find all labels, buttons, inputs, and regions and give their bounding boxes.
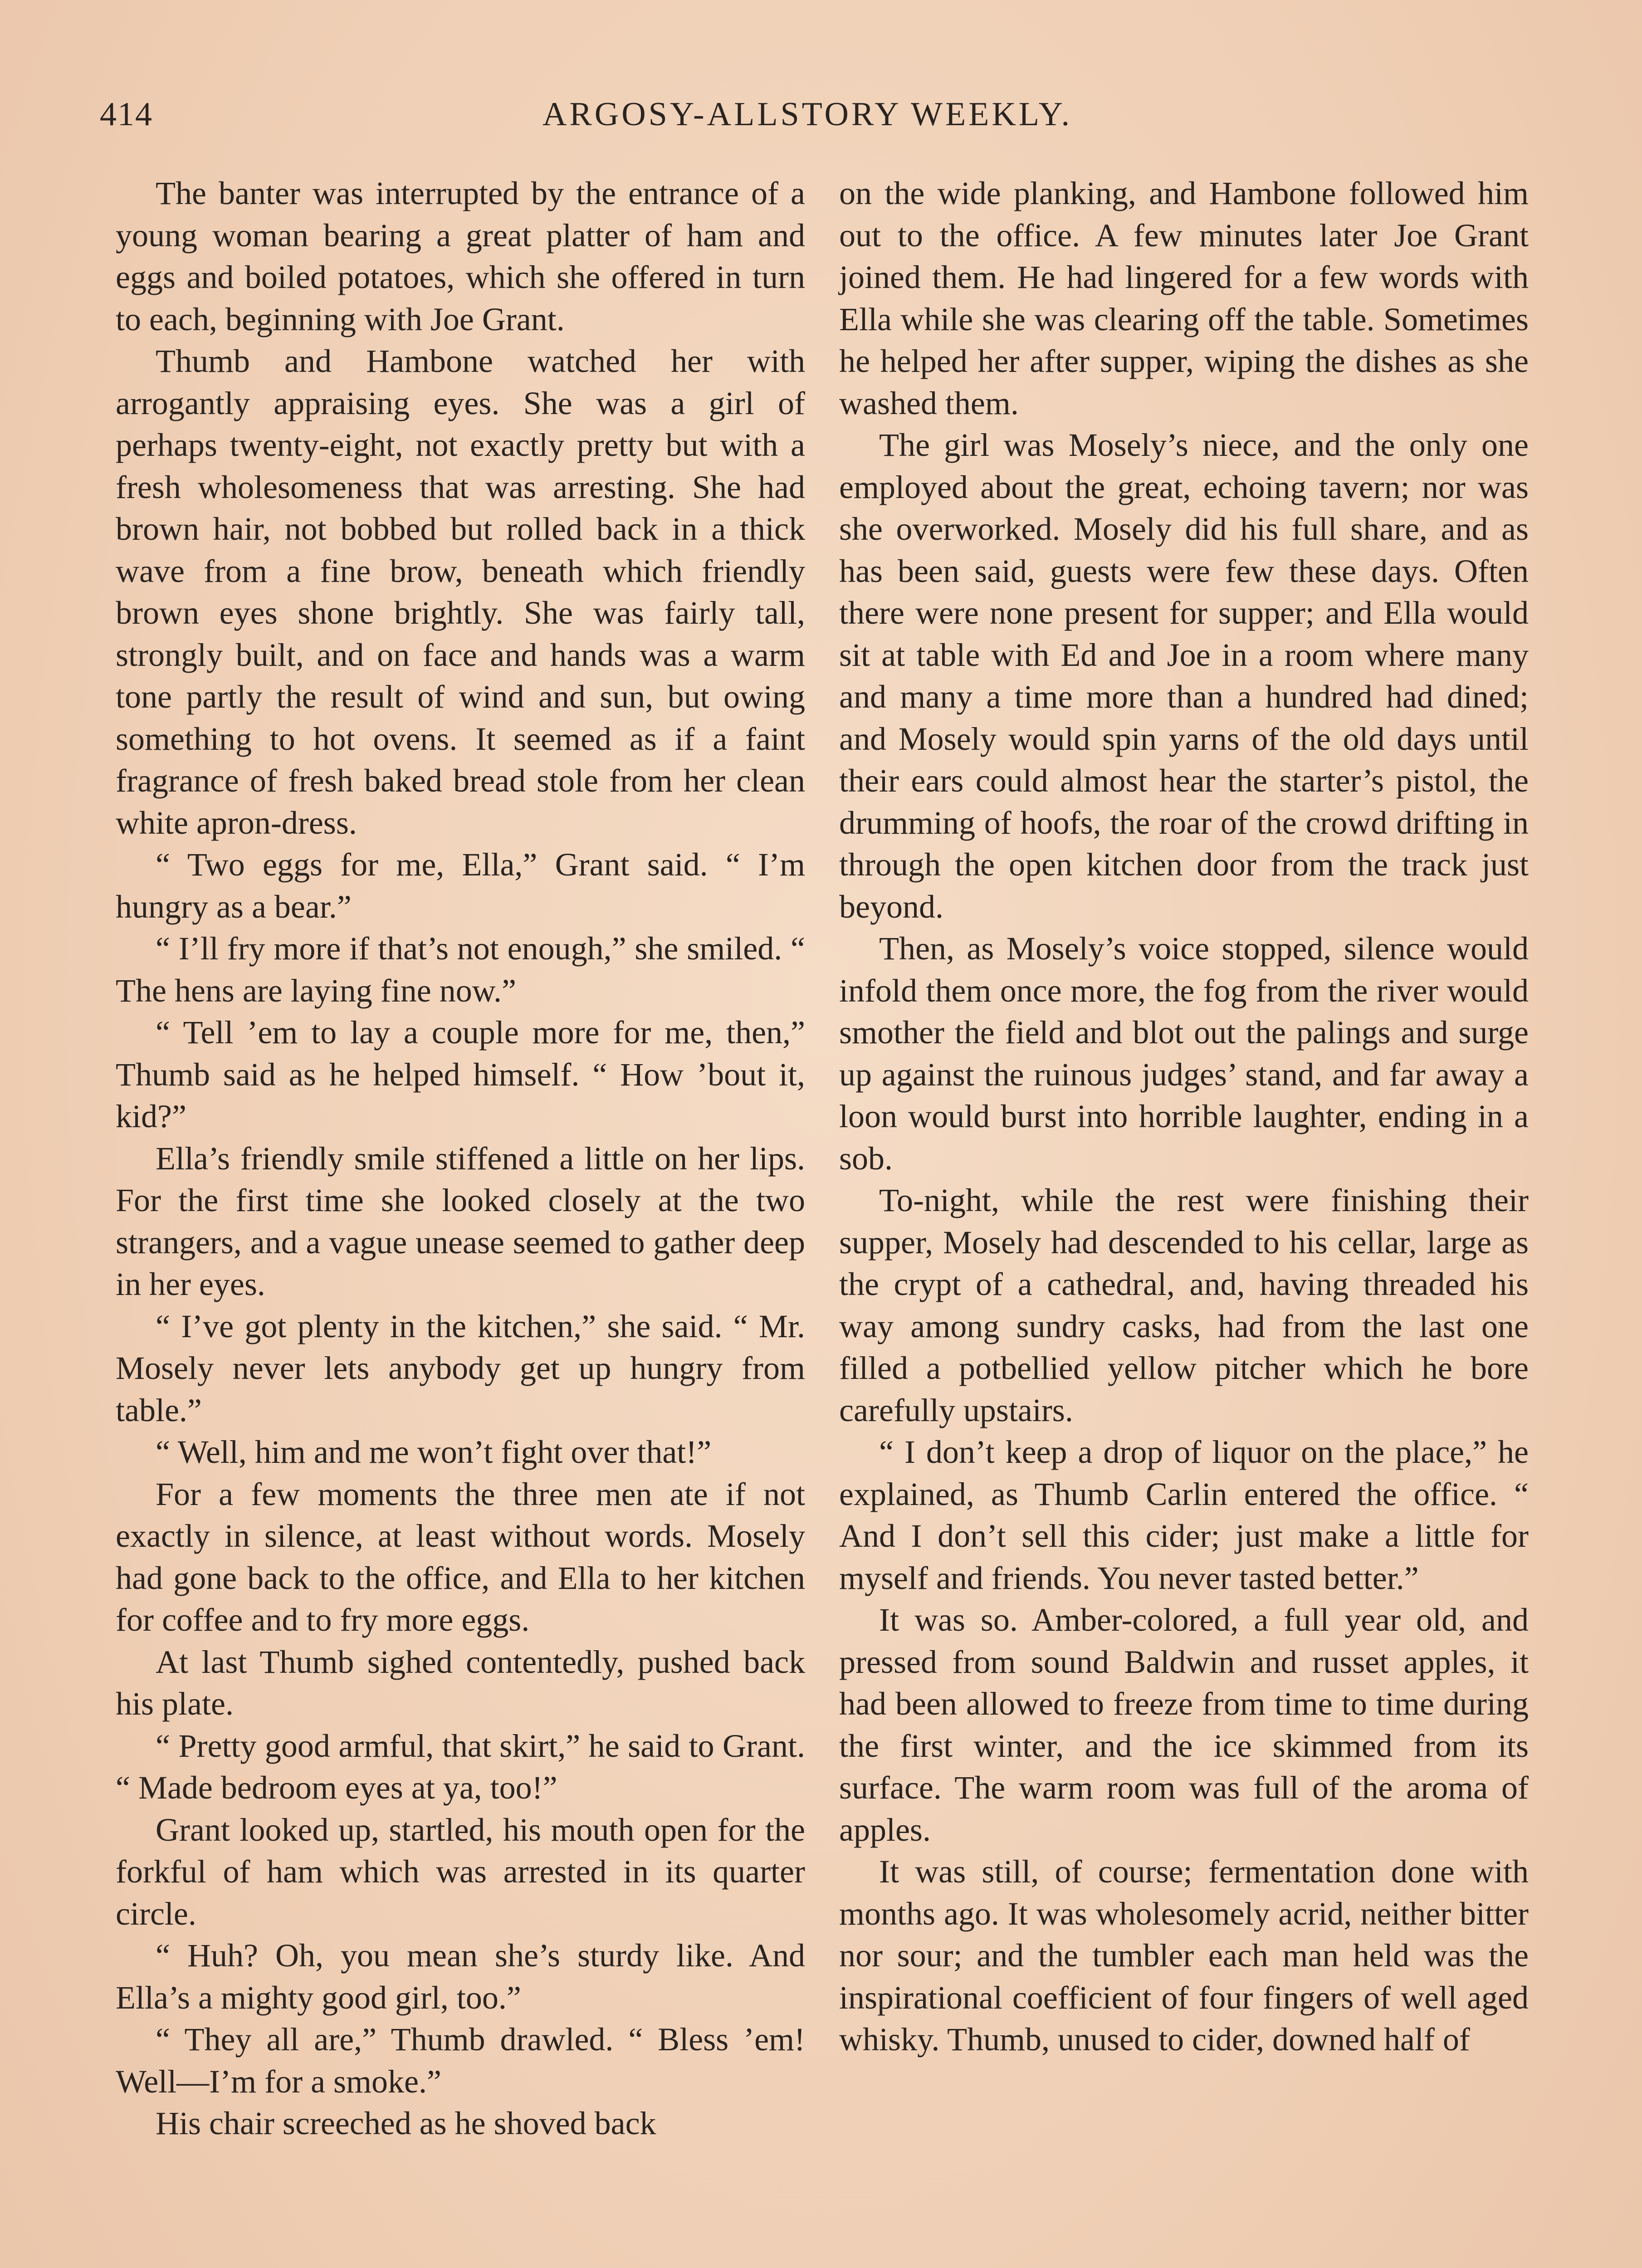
paragraph: “ I’ve got plenty in the kitchen,” she said. “ Mr. Mosely never lets anybody get up hungry from table.” <box>116 1308 805 1428</box>
paragraph: “ Well, him and me won’t fight over that!” <box>156 1434 712 1470</box>
page-number: 414 <box>100 96 153 133</box>
right-column <box>839 172 1529 2061</box>
paragraph: “ I don’t keep a drop of liquor on the place,” he explained, as Thumb Carlin entered the office. “ And I don’t sell this cider; just make a little for myself and friends. You never tasted better.” <box>839 1434 1529 1596</box>
paragraph: Thumb and Hambone watched her with arrogantly appraising eyes. She was a girl of perhaps twenty-eight, not exactly pretty but with a fresh wholesomeness that was arresting. She had brown hair, not bobbed but rolled back in a thick wave from a fine brow, beneath which friendly brown eyes shone brightly. She was fairly tall, strongly built, and on face and hands was a warm tone partly the result of wind and sun, but owing something to hot ovens. It seemed as if a faint fragrance of fresh baked bread stole from her clean white apron-dress. <box>116 343 805 841</box>
paragraph: “ Pretty good armful, that skirt,” he said to Grant. “ Made bedroom eyes at ya, too!” <box>116 1727 805 1806</box>
page-header <box>100 95 1515 145</box>
paragraph: “ Two eggs for me, Ella,” Grant said. “ I’m hungry as a bear.” <box>116 846 805 925</box>
paragraph: To-night, while the rest were finishing their supper, Mosely had descended to his cellar, large as the crypt of a cathedral, and, having threaded his way among sundry casks, had from the last one filled a potbellied yellow pitcher which he bore carefully upstairs. <box>839 1182 1529 1428</box>
left-column <box>116 172 805 2145</box>
paragraph: “ Huh? Oh, you mean she’s sturdy like. And Ella’s a mighty good girl, too.” <box>116 1937 805 2016</box>
paragraph: “ I’ll fry more if that’s not enough,” she smiled. “ The hens are laying fine now.” <box>116 930 805 1009</box>
paragraph: At last Thumb sighed contentedly, pushed back his plate. <box>116 1643 805 1722</box>
paragraph: “ Tell ’em to lay a couple more for me, then,” Thumb said as he helped himself. “ How ’bout it, kid?” <box>116 1014 805 1134</box>
paragraph: “ They all are,” Thumb drawled. “ Bless ’em! Well—I’m for a smoke.” <box>116 2021 805 2100</box>
paragraph: Ella’s friendly smile stiffened a little on her lips. For the first time she looked closely at the two strangers, and a vague unease seemed to gather deep in her eyes. <box>116 1140 805 1302</box>
paragraph: Grant looked up, startled, his mouth open for the forkful of ham which was arrested in its quarter circle. <box>116 1811 805 1932</box>
paragraph: Then, as Mosely’s voice stopped, silence would infold them once more, the fog from the river would smother the field and blot out the palings and surge up against the ruinous judges’ stand, and far away a loon would burst into horrible laughter, ending in a sob. <box>839 930 1529 1177</box>
running-head: ARGOSY-ALLSTORY WEEKLY. <box>542 96 1073 133</box>
paragraph: His chair screeched as he shoved back <box>156 2105 656 2141</box>
paragraph: The girl was Mosely’s niece, and the only one employed about the great, echoing tavern; nor was she overworked. Mosely did his full share, and as has been said, guests were few these days. Often there were none present for supper; and Ella would sit at table with Ed and Joe in a room where many and many a time more than a hundred had dined; and Mosely would spin yarns of the old days until their ears could almost hear the starter’s pistol, the drumming of hoofs, the roar of the crowd drifting in through the open kitchen door from the track just beyond. <box>839 427 1529 925</box>
continued-paragraph: on the wide planking, and Hambone followed him out to the office. A few minutes later Joe Grant joined them. He had lingered for a few words with Ella while she was clearing off the table. Sometimes he helped her after supper, wiping the dishes as she washed them. <box>839 175 1529 421</box>
paragraph: For a few moments the three men ate if not exactly in silence, at least without words. Mosely had gone back to the office, and Ella to her kitchen for coffee and to fry more eggs. <box>116 1476 805 1638</box>
paragraph: It was still, of course; fermentation done with months ago. It was wholesomely acrid, neither bitter nor sour; and the tumbler each man held was the inspirational coefficient of four fingers of well aged whisky. Thumb, unused to cider, downed half of <box>839 1853 1529 2058</box>
paragraph: It was so. Amber-colored, a full year old, and pressed from sound Baldwin and russet apples, it had been allowed to freeze from time to time during the first winter, and the ice skimmed from its surface. The warm room was full of the aroma of apples. <box>839 1602 1529 1848</box>
paragraph: The banter was interrupted by the entrance of a young woman bearing a great platter of ham and eggs and boiled potatoes, which she offered in turn to each, beginning with Joe Grant. <box>116 175 805 337</box>
